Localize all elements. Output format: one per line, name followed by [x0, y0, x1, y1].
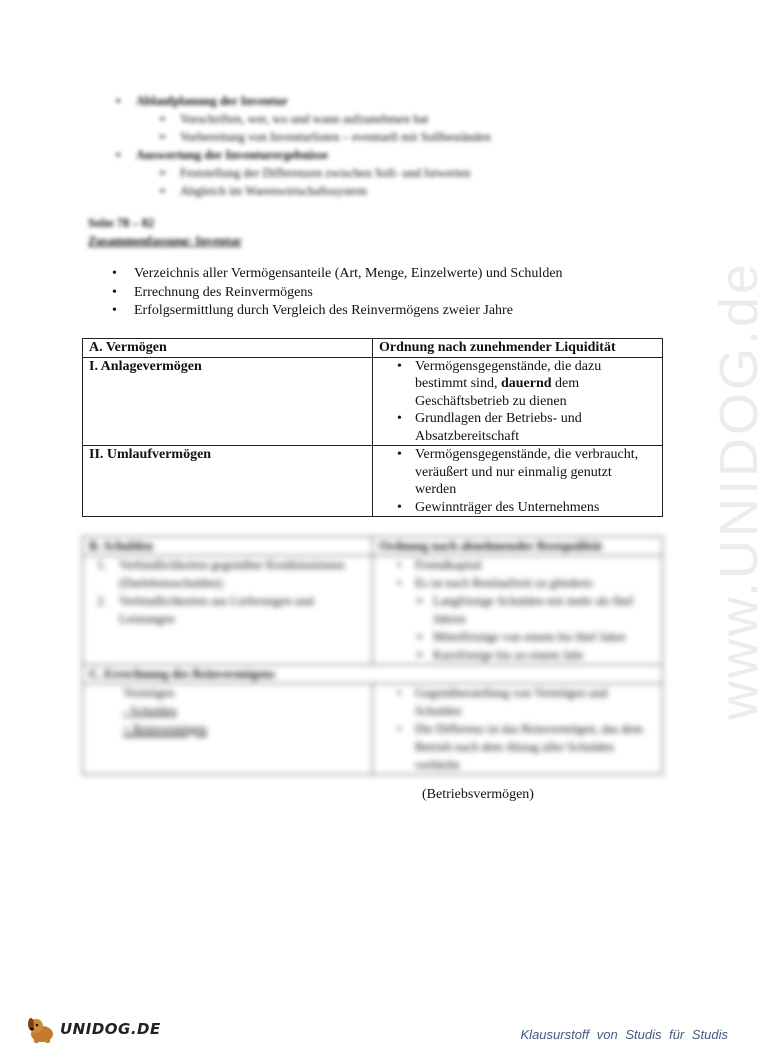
table-cell — [83, 684, 373, 775]
list-item: • Die Differenz ist das Reinvermögen, das dem Betrieb nach dem Abzug aller Schulden verbleibt — [389, 720, 656, 774]
table-cell — [373, 684, 663, 775]
section-pages: Seite 78 – 82 — [88, 216, 155, 230]
inventory-outline — [112, 92, 672, 200]
list-item: • Verzeichnis aller Vermögensanteile (Art, Menge, Einzelwerte) und Schulden — [110, 265, 670, 284]
list-item: • Erfolgsermittlung durch Vergleich des Reinvermögens zweier Jahre — [110, 302, 670, 321]
table-header-row — [83, 339, 663, 358]
tail-text: (Betriebsvermögen) — [422, 787, 534, 802]
footer-slogan: Klausurstoff von Studis für Studis — [520, 1027, 728, 1042]
table-row — [83, 446, 663, 517]
list-item: • Gewinnträger des Unternehmens — [389, 499, 656, 517]
list-subitem: ➢ Mittelfristige von einem bis fünf Jahre — [389, 628, 656, 646]
outline-item-title: • Ablaufplanung der Inventur — [112, 92, 672, 110]
calc-line: - Schulden — [123, 704, 177, 718]
assets-table — [82, 338, 663, 517]
outline-item-title: • Auswertung der Inventurergebnisse — [112, 146, 672, 164]
calc-line: = Reinvermögen — [123, 722, 207, 736]
table-cell — [373, 357, 663, 446]
row-label: II. Umlaufvermögen — [89, 447, 212, 462]
table-row — [83, 556, 663, 665]
list-item: • Vermögensgegenstände, die verbraucht, veräußert und nur einmalig genutzt werden — [389, 446, 656, 499]
list-item: • Vermögensgegenstände, die dazu bestimmt sind, dauernd dem Geschäftsbetrieb zu dienen — [389, 358, 656, 411]
liabilities-table — [82, 536, 663, 775]
row-label: I. Anlagevermögen — [89, 358, 202, 374]
list-item: 2. Verbindlichkeiten aus Lieferungen und Leistungen — [97, 594, 314, 626]
section-heading — [88, 214, 242, 250]
table-header-cell: A. Vermögen — [83, 339, 373, 358]
summary-bullet-list — [110, 265, 670, 321]
list-subitem: ➢ Langfristige Schulden mit mehr als fünf Jahren — [389, 592, 656, 628]
table-cell — [373, 446, 663, 517]
footer-logo — [24, 1014, 161, 1044]
outline-subitem: ➢ Vorschriften, wer, wo und wann aufzunehmen hat — [112, 110, 672, 128]
logo-text: UNIDOG.DE — [60, 1020, 161, 1038]
outline-subitem: ➢ Vorbereitung von Inventurlisten – eventuell mit Sollbeständen — [112, 128, 672, 146]
list-item: • Gegenüberstellung von Vermögen und Schulden — [389, 684, 656, 720]
watermark: www.UNIDOG.de — [709, 260, 769, 720]
table-row — [83, 357, 663, 446]
outline-subitem: ➢ Abgleich im Warenwirtschaftssystem — [112, 182, 672, 200]
dog-mascot-icon — [24, 1014, 58, 1044]
table-header-row — [83, 537, 663, 556]
list-item: 1. Verbindlichkeiten gegenüber Kreditinstituten (Darlehensschulden) — [97, 558, 345, 590]
table-header-cell: Ordnung nach zunehmender Liquidität — [373, 339, 663, 358]
outline-subitem: ➢ Feststellung der Differenzen zwischen Soll- und Istwerten — [112, 164, 672, 182]
list-subitem: ➢ Kurzfristige bis zu einem Jahr — [389, 646, 656, 664]
list-item: • Errechnung des Reinvermögens — [110, 284, 670, 303]
table-cell — [83, 446, 373, 517]
table-cell — [83, 357, 373, 446]
section-title: Zusammenfassung: Inventar — [88, 234, 242, 248]
calc-line: Vermögen — [123, 686, 175, 700]
table-header-cell: B. Schulden — [83, 537, 373, 556]
table-row — [83, 684, 663, 775]
list-item: • Grundlagen der Betriebs- und Absatzbereitschaft — [389, 410, 656, 445]
list-item: • Fremdkapital — [389, 556, 656, 574]
table-section-header: C. Errechnung des Reinvermögens — [83, 665, 663, 684]
table-cell — [83, 556, 373, 665]
table-cell — [373, 556, 663, 665]
list-item: • Es ist nach Restlaufzeit zu gliedern: — [389, 574, 656, 592]
table-header-cell: Ordnung nach abnehmender Restquälität — [373, 537, 663, 556]
table-row — [83, 665, 663, 684]
